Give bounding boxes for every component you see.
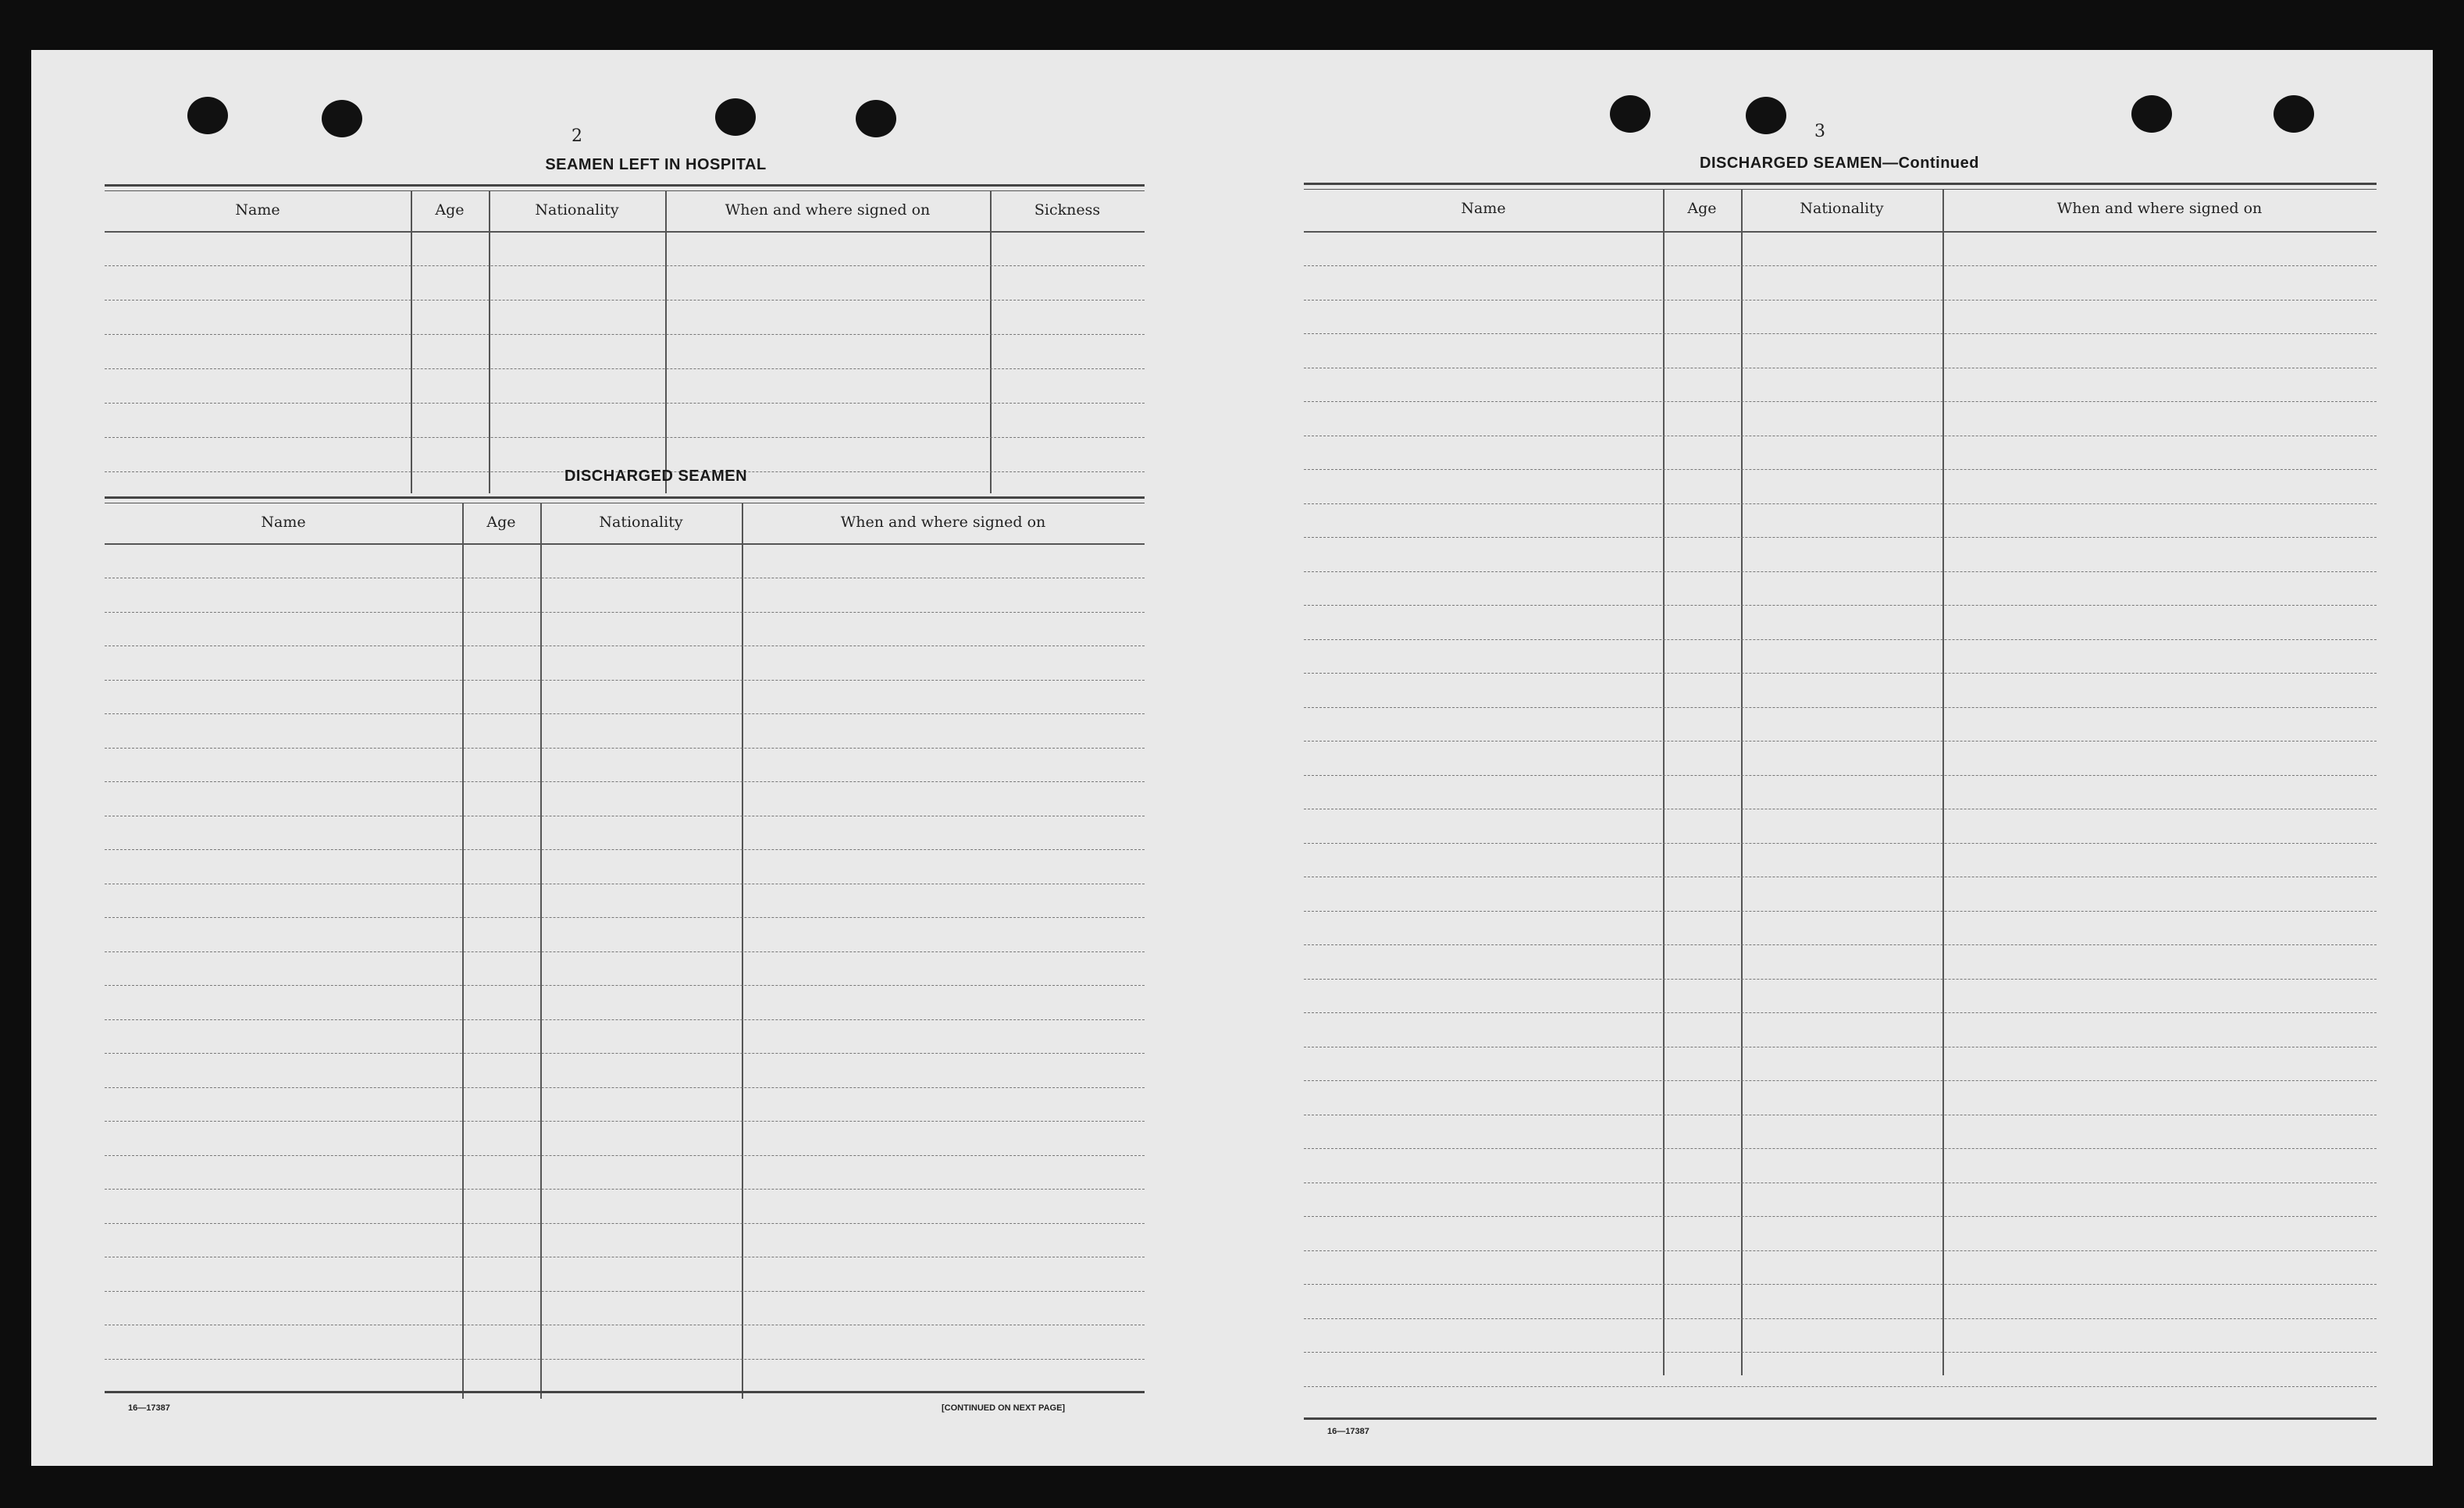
table-row-line [1304, 401, 2377, 402]
column-header-nationality: Nationality [1800, 200, 1884, 217]
column-header-sickness: Sickness [1034, 201, 1101, 219]
continued-note: [CONTINUED ON NEXT PAGE] [942, 1403, 1066, 1413]
table-row-line [105, 334, 1145, 335]
table-row-line [1304, 843, 2377, 844]
column-header-name: Name [235, 201, 280, 219]
column-header-nationality: Nationality [599, 514, 683, 531]
form-number: 16—17387 [1327, 1427, 1369, 1436]
table-row-line [105, 612, 1145, 613]
section-title: DISCHARGED SEAMEN [1700, 155, 1883, 172]
page-number: 2 [571, 126, 582, 146]
table-row-line [105, 1019, 1145, 1020]
table-row-line [1304, 741, 2377, 742]
table-row-line [1304, 911, 2377, 912]
table-row-line [105, 951, 1145, 952]
table-row-line [105, 300, 1145, 301]
punch-hole [322, 100, 362, 137]
table-row-line [1304, 333, 2377, 334]
column-header-name: Name [261, 514, 306, 531]
table-row-line [105, 437, 1145, 438]
table-row-line [1304, 1216, 2377, 1217]
table-row-line [1304, 1080, 2377, 1081]
column-header-signed-on: When and where signed on [840, 514, 1046, 531]
section-title-hospital: SEAMEN LEFT IN HOSPITAL [545, 156, 767, 173]
table-row-line [1304, 944, 2377, 945]
punch-hole [1610, 95, 1650, 133]
punch-hole [856, 100, 896, 137]
hospital-table [105, 184, 1145, 493]
table-row-line [105, 917, 1145, 918]
section-title-suffix: —Continued [1882, 155, 1979, 172]
table-row-line [1304, 1250, 2377, 1251]
table-row-line [1304, 300, 2377, 301]
table-row-line [105, 368, 1145, 369]
table-row-line [1304, 571, 2377, 572]
column-header-age: Age [1687, 200, 1717, 217]
discharged-table [105, 496, 1145, 1402]
table-row-line [1304, 1352, 2377, 1353]
section-title-discharged-continued [1558, 155, 2120, 172]
punch-hole [1746, 97, 1786, 134]
column-header-signed-on: When and where signed on [725, 201, 931, 219]
table-row-line [1304, 775, 2377, 776]
table-row-line [1304, 537, 2377, 538]
table-row-line [1304, 605, 2377, 606]
column-header-nationality: Nationality [535, 201, 619, 219]
table-row-line [105, 1155, 1145, 1156]
table-row-line [105, 1189, 1145, 1190]
punch-hole [2274, 95, 2314, 133]
table-row-line [1304, 639, 2377, 640]
table-row-line [105, 748, 1145, 749]
table-row-line [105, 1223, 1145, 1224]
table-row-line [105, 1359, 1145, 1360]
punch-hole [187, 97, 228, 134]
punch-hole [715, 98, 756, 136]
document-sheet [31, 50, 2433, 1466]
table-row-line [1304, 673, 2377, 674]
table-row-line [105, 1053, 1145, 1054]
table-row-line [105, 849, 1145, 850]
page-number: 3 [1814, 122, 1825, 141]
table-row-line [105, 713, 1145, 714]
table-row-line [105, 680, 1145, 681]
table-row-line [1304, 979, 2377, 980]
table-row-line [1304, 469, 2377, 470]
discharged-continued-table [1304, 183, 2377, 1425]
table-row-line [1304, 1284, 2377, 1285]
column-header-name: Name [1461, 200, 1506, 217]
table-row-line [105, 1121, 1145, 1122]
section-title-discharged: DISCHARGED SEAMEN [564, 468, 748, 485]
form-number: 16—17387 [128, 1403, 170, 1413]
table-row-line [105, 985, 1145, 986]
punch-hole [2131, 95, 2172, 133]
table-row-line [1304, 265, 2377, 266]
table-row-line [1304, 503, 2377, 504]
column-header-signed-on: When and where signed on [2056, 200, 2263, 217]
table-row-line [105, 1087, 1145, 1088]
table-row-line [1304, 1386, 2377, 1387]
table-row-line [1304, 1012, 2377, 1013]
table-row-line [105, 265, 1145, 266]
column-header-age: Age [435, 201, 465, 219]
column-header-age: Age [486, 514, 516, 531]
table-row-line [105, 403, 1145, 404]
table-row-line [105, 781, 1145, 782]
table-row-line [105, 1291, 1145, 1292]
table-row-line [1304, 1148, 2377, 1149]
table-row-line [1304, 707, 2377, 708]
table-row-line [1304, 1318, 2377, 1319]
